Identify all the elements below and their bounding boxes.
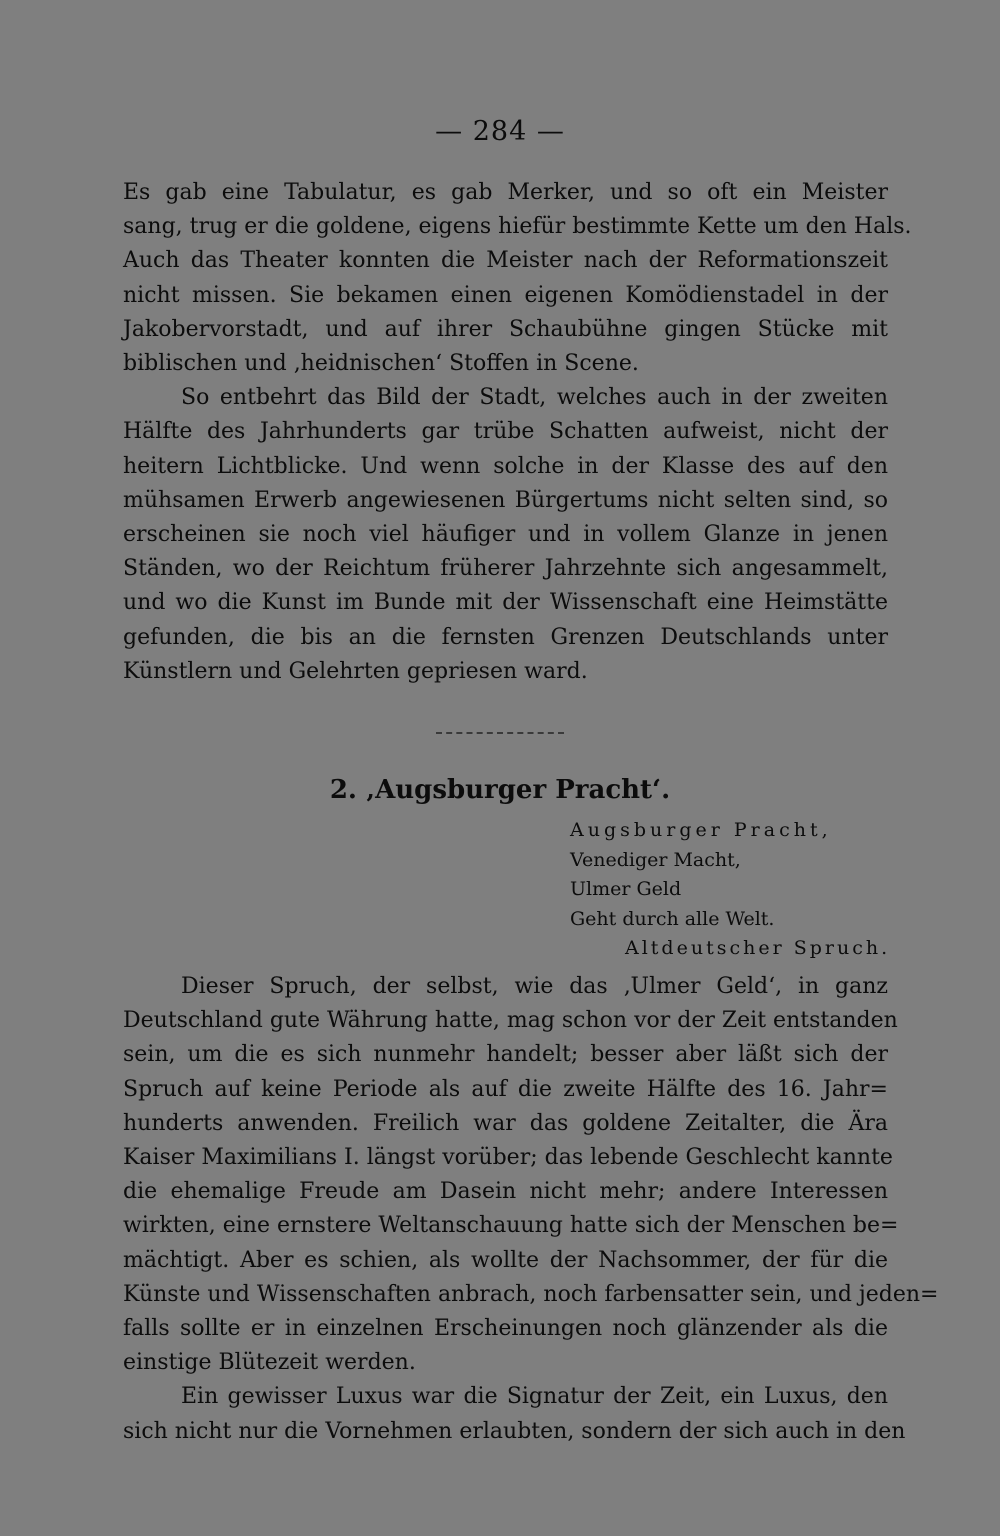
section-heading: 2. ‚Augsburger Pracht‘. (329, 775, 671, 805)
text-line: mächtigt. Aber es schien, als wollte der Nachsommer, der für die (123, 1247, 888, 1273)
epigraph-line: Ulmer Geld (570, 878, 682, 900)
text-line: So entbehrt das Bild der Stadt, welches auch in der zweiten (181, 385, 888, 411)
epigraph-line: Venediger Macht, (570, 848, 741, 871)
text-line: und wo die Kunst im Bunde mit der Wissenschaft eine Heimstätte (123, 590, 888, 616)
text-line: Dieser Spruch, der selbst, wie das ‚Ulmer Geld‘, in ganz (181, 974, 888, 999)
text-line: gefunden, die bis an die fernsten Grenzen Deutschlands unter (123, 624, 888, 650)
text-line: mühsamen Erwerb angewiesenen Bürgertums nicht selten sind, so (123, 487, 888, 513)
text-line: heitern Lichtblicke. Und wenn solche in der Klasse des auf den (123, 453, 888, 479)
text-line: biblischen und ‚heidnischen‘ Stoffen in Scene. (123, 351, 639, 377)
text-line: sein, um die es sich nunmehr handelt; besser aber läßt sich der (123, 1042, 888, 1068)
text-line: Ständen, wo der Reichtum früherer Jahrzehnte sich angesammelt, (123, 556, 888, 582)
text-line: Künste und Wissenschaften anbrach, noch farbensatter sein, und jeden= (123, 1281, 939, 1307)
text-line: Spruch auf keine Periode als auf die zweite Hälfte des 16. Jahr= (123, 1076, 888, 1102)
text-line: Auch das Theater konnten die Meister nach der Reformationszeit (123, 248, 888, 274)
text-line: falls sollte er in einzelnen Erscheinungen noch glänzender als die (123, 1316, 888, 1342)
text-line: hunderts anwenden. Freilich war das goldene Zeitalter, die Ära (123, 1110, 888, 1136)
text-line: sang, trug er die goldene, eigens hiefür bestimmte Kette um den Hals. (123, 214, 912, 240)
paragraph-block-top (123, 176, 912, 689)
text-line: nicht missen. Sie bekamen einen eigenen Komödienstadel in der (123, 282, 888, 308)
text-line: Hälfte des Jahrhunderts gar trübe Schatten aufweist, nicht der (123, 419, 888, 445)
epigraph (570, 816, 890, 964)
text-line: einstige Blütezeit werden. (123, 1350, 416, 1376)
text-line: Es gab eine Tabulatur, es gab Merker, und so oft ein Meister (123, 180, 888, 205)
text-line: wirkten, eine ernstere Weltanschauung hatte sich der Menschen be= (123, 1213, 899, 1239)
epigraph-line: Augsburger Pracht, (570, 819, 832, 841)
text-line: Jakobervorstadt, und auf ihrer Schaubühne gingen Stücke mit (123, 316, 888, 342)
page-number: — 284 — (435, 116, 565, 147)
text-line: Künstlern und Gelehrten gepriesen ward. (123, 658, 588, 684)
text-line: die ehemalige Freude am Dasein nicht mehr; andere Interessen (123, 1179, 888, 1205)
section-divider (436, 732, 564, 734)
text-line: sich nicht nur die Vornehmen erlaubten, sondern der sich auch in den (123, 1418, 906, 1444)
epigraph-attribution: Altdeutscher Spruch. (625, 937, 891, 959)
text-line: Deutschland gute Währung hatte, mag schon vor der Zeit entstanden (123, 1008, 898, 1034)
paragraph-block-bottom (123, 970, 939, 1449)
text-line: erscheinen sie noch viel häufiger und in vollem Glanze in jenen (123, 522, 888, 548)
text-line: Ein gewisser Luxus war die Signatur der Zeit, ein Luxus, den (181, 1384, 888, 1410)
epigraph-line: Geht durch alle Welt. (570, 907, 775, 930)
text-line: Kaiser Maximilians I. längst vorüber; das lebende Geschlecht kannte (123, 1145, 893, 1171)
